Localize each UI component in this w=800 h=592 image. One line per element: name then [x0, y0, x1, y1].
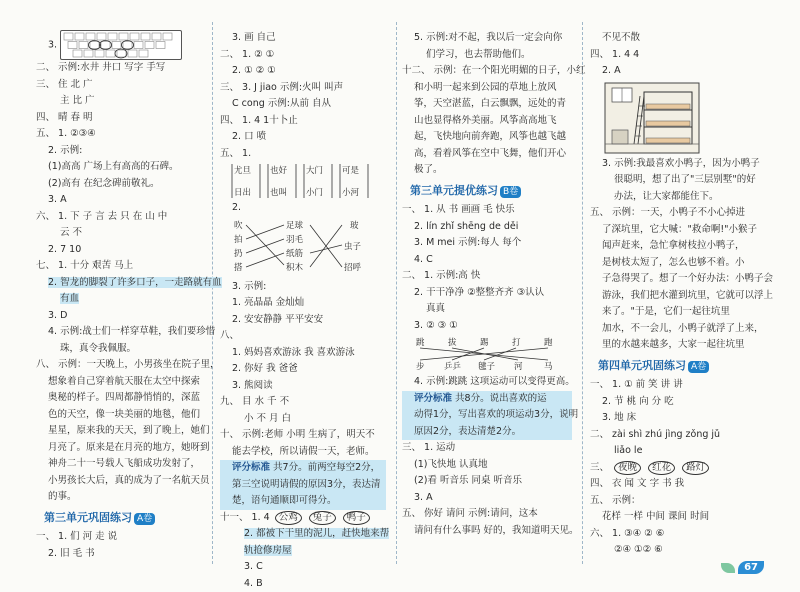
answer-line: 是树枝太短了，怎么也够不着。小: [590, 255, 770, 272]
match-word: 尤旦: [234, 165, 252, 176]
answer-line: 星星，原来我的天天，到了晚上，她们: [36, 423, 204, 440]
answer-line: 和小明一起来到公园的草地上放风: [402, 80, 572, 97]
answer-line: 筝，天空湛蓝，白云飘飘，远处的青: [402, 96, 572, 113]
answer-line: 很聪明，想了出了"三层别墅"的好: [590, 172, 770, 189]
answer-line: (2)高有 在纪念碑前敬礼。: [36, 176, 204, 193]
answer-line: 神舟二十一号载人飞船成功发射了，: [36, 456, 204, 473]
answer-line: 高，看着风筝在空中飞舞，他们开心: [402, 146, 572, 163]
answer-line: (1)高高 广场上有高高的石碑。: [36, 159, 204, 176]
answer-line: 四、 晴 春 明: [36, 110, 204, 127]
scoring-criteria-label: 评分标准: [414, 393, 452, 404]
section-heading: [36, 506, 204, 530]
answer-line: 2. 你好 我 爸爸: [220, 361, 386, 378]
answer-line: 八、 示例：一天晚上，小男孩坐在院子里，: [36, 357, 204, 374]
highlighted-answer: 2. 都被下干里的泥儿，赶快地来帮: [244, 528, 389, 539]
answer-line: 闻声赶来，急忙拿树枝拉小鸭子，: [590, 238, 770, 255]
answer-line: 2. 安安静静 平平安安: [220, 312, 386, 329]
match-word: 乒乒: [444, 361, 462, 372]
match-word: 吹: [234, 220, 243, 231]
answer-line: 山也显得格外美丽。风筝高高地飞: [402, 113, 572, 130]
answer-line: 五、 示例：: [590, 493, 770, 510]
match-word: 积木: [286, 262, 304, 273]
answer-line: 月亮了。原来是在月亮的地方，她呀到: [36, 440, 204, 457]
answer-line: 3. D: [36, 308, 204, 325]
answer-line: 4. C: [402, 252, 572, 269]
match-word: 拍: [234, 234, 243, 245]
answer-line: 的事。: [36, 489, 204, 506]
answer-line: [36, 275, 204, 292]
scoring-criteria: 动得1分，写出喜欢的项运动3分，说明: [402, 407, 572, 424]
match-word: 玻: [350, 220, 359, 231]
column-divider: [396, 22, 397, 564]
match-word: 搭: [234, 262, 243, 273]
answer-line: 2. 口 喷: [220, 129, 386, 146]
answer-line: 1. 妈妈喜欢游泳 我 喜欢游泳: [220, 345, 386, 362]
answer-line: [36, 291, 204, 308]
match-word: 踢: [480, 338, 489, 348]
match-word: 小河: [342, 187, 360, 198]
answer-line: 能去学校，所以请假一天，老师。: [220, 444, 386, 461]
column-divider: [582, 22, 583, 564]
answer-line: 3. ② ③ ①: [402, 318, 572, 335]
answer-line: 3. A: [36, 192, 204, 209]
answer-line: 六、 1. ③④ ② ⑥: [590, 526, 770, 543]
match-word: 虫子: [344, 241, 362, 252]
scoring-criteria: [402, 391, 572, 408]
answer-line: 2. ① ② ①: [220, 63, 386, 80]
scoring-criteria: 第三空说明请假的原因3分，表达清: [220, 477, 386, 494]
answer-line: 七、 1. 十分 艰苦 马上: [36, 258, 204, 275]
answer-line: 五、 你好 请问 示例:请问，这本: [402, 506, 572, 523]
match-word: 羽毛: [286, 235, 304, 245]
answer-line: 三、 1. 运动: [402, 440, 572, 457]
section-heading-text: 第三单元提优练习: [410, 183, 498, 200]
answer-line: 一、 1. ① 前 笑 讲 讲: [590, 377, 770, 394]
answer-line: 六、 1. 下 子 言 去 只 在 山 中: [36, 209, 204, 226]
answer-line: 三、 3. J jiao 示例:火叫 叫声: [220, 80, 386, 97]
answer-line: [220, 526, 386, 543]
match-word: 步: [416, 361, 425, 372]
scoring-criteria: [220, 460, 386, 477]
answer-line: 五、 1. ②③④: [36, 126, 204, 143]
answer-line: 二、 示例:水井 井口 写字 手写: [36, 60, 204, 77]
match-word: 也好: [270, 165, 288, 176]
answer-line: [220, 543, 386, 560]
match-word: 纸筋: [286, 248, 304, 259]
answer-line: 3. 示例:我最喜欢小鸭子，因为小鸭子: [590, 156, 770, 173]
answer-line: 3. 示例:: [220, 279, 386, 296]
answer-line: 2. 示例:: [36, 143, 204, 160]
circled-word: 夜晚: [614, 461, 641, 475]
scoring-criteria-text: 共7分。前两空每空2分，: [270, 462, 380, 473]
circled-word: 路灯: [682, 461, 709, 475]
answer-line: 九、 目 水 千 不: [220, 394, 386, 411]
match-word: 马: [544, 361, 553, 372]
answer-line: 子急得哭了。想了一个好办法：小鸭子会: [590, 271, 770, 288]
answer-line: 二、 1. ② ①: [220, 47, 386, 64]
highlighted-answer: 轨抢修房屋: [244, 545, 292, 556]
answer-line: 2. lín zhǐ shēng de děi: [402, 219, 572, 236]
match-word: 河: [514, 362, 523, 372]
highlighted-answer: 有血: [60, 293, 79, 304]
match-word: 也叫: [270, 187, 287, 198]
word-matching-diagram: [232, 164, 372, 198]
section-heading-text: 第四单元巩固练习: [598, 358, 686, 375]
sport-matching-diagram: [414, 336, 564, 372]
match-word: 跑: [544, 338, 553, 348]
scoring-criteria-label: 评分标准: [232, 462, 270, 473]
answer-line: 来了。"于是，它们一起往坑里: [590, 304, 770, 321]
leaf-icon: [721, 563, 735, 573]
answer-line: 办法，让大家都能住下。: [590, 189, 770, 206]
answer-line: ②④ ①② ⑥: [590, 542, 770, 559]
answer-line: 起，飞快地向前奔跑，风筝也越飞越: [402, 129, 572, 146]
match-word: 毽子: [478, 361, 496, 372]
circled-word: 兔子: [309, 511, 336, 525]
answer-line: 游泳，我们把水灌到坑里，它就可以浮上: [590, 288, 770, 305]
match-word: 可是: [342, 166, 360, 176]
match-word: 小门: [306, 187, 323, 198]
answer-line: 了深坑里，它大喊："救命啊!"小猴子: [590, 222, 770, 239]
section-heading-text: 第三单元巩固练习: [44, 510, 132, 527]
answer-line: 3. 熊阅读: [220, 378, 386, 395]
answer-text: 十一、 1. 4: [220, 512, 270, 523]
answer-line: 主 比 广: [36, 93, 204, 110]
circled-word: 公鸡: [275, 511, 302, 525]
match-word: 扔: [234, 248, 243, 259]
answer-line: [590, 460, 770, 477]
section-heading: [590, 354, 770, 378]
answer-line: 加水，不一会儿，小鸭子就浮了上来，: [590, 321, 770, 338]
match-word: 大门: [306, 165, 323, 176]
answer-line: 里的水越来越多，大家一起往坑里: [590, 337, 770, 354]
answer-line: 4. B: [220, 576, 386, 592]
answer-line: 十二、 示例：在一个阳光明媚的日子，小红: [402, 63, 572, 80]
answer-line: (2)看 听音乐 同桌 听音乐: [402, 473, 572, 490]
answer-line: 4. 示例:跳跳 这项运动可以变得更高。: [402, 374, 572, 391]
answer-text: 三、: [590, 462, 609, 473]
answer-line: 4. 示例:战士们一样穿草鞋，我们要珍惜: [36, 324, 204, 341]
answer-line: 二、 zài shì zhú jìng zǒng jǔ: [590, 427, 770, 444]
section-heading-tag: A卷: [688, 361, 709, 373]
answer-line: 2. 7 10: [36, 242, 204, 259]
answer-line: 1. 亮晶晶 金灿灿: [220, 295, 386, 312]
answer-line: 们学习，也去帮助他们。: [402, 47, 572, 64]
answer-line: 想象着自己穿着航天服在太空中探索: [36, 374, 204, 391]
answer-line: 真真: [402, 301, 572, 318]
answer-line: 五、 1.: [220, 146, 386, 163]
answer-line: [220, 510, 386, 527]
answer-line: 3. A: [402, 490, 572, 507]
answer-line: 小男孩长大后，真的成为了一名航天员: [36, 473, 204, 490]
scoring-criteria-text: 共8分。说出喜欢的运: [452, 393, 547, 404]
answer-text: 3.: [48, 40, 57, 51]
page-number-badge: 67: [738, 561, 764, 574]
answer-line: 五、 示例：一天，小鸭子不小心掉进: [590, 205, 770, 222]
answer-line: 二、 1. 示例:高 快: [402, 268, 572, 285]
answer-line: 极了。: [402, 162, 572, 179]
answer-line: 四、 衣 闻 文 字 书 我: [590, 476, 770, 493]
answer-line: 一、 1. 们 河 走 说: [36, 529, 204, 546]
circled-word: 鸭子: [343, 511, 370, 525]
answer-line: 3. C: [220, 559, 386, 576]
match-word: 打: [512, 337, 521, 348]
section-heading-tag: B卷: [500, 186, 521, 198]
answer-column-2: [220, 30, 386, 592]
scoring-criteria: 楚，语句通顺即可得分。: [220, 493, 386, 510]
answer-line: 2. 旧 毛 书: [36, 546, 204, 563]
circled-word: 红花: [648, 461, 675, 475]
answer-line: 3. 地 床: [590, 410, 770, 427]
answer-line: 四、 1. 4 4: [590, 47, 770, 64]
bunk-house-illustration: [604, 82, 700, 154]
match-word: 跳: [416, 337, 425, 348]
match-word: 足球: [286, 220, 304, 231]
match-word: 拔: [448, 337, 457, 348]
answer-line: 色的天空，像一块美丽的地毯，他们: [36, 407, 204, 424]
section-heading: [402, 179, 572, 203]
highlighted-answer: 2. 智龙的脚裂了许多口子，一走路就有血: [48, 277, 222, 288]
answer-line: 奥秘的样子。四周都静悄悄的，深蓝: [36, 390, 204, 407]
answer-line: C cong 示例:从前 自从: [220, 96, 386, 113]
answer-line: 四、 1. 4 1十卜止: [220, 113, 386, 130]
answer-line: 一、 1. 从 书 画画 毛 快乐: [402, 202, 572, 219]
answer-column-4: [590, 30, 770, 559]
answer-line: 3. 画 自己: [220, 30, 386, 47]
answer-line: 三、 住 北 广: [36, 77, 204, 94]
answer-line: 八、: [220, 328, 386, 345]
match-word: 日出: [234, 187, 251, 198]
answer-line: (1)飞快地 认真地: [402, 457, 572, 474]
answer-line: 小 不 月 白: [220, 411, 386, 428]
answer-line: 3. M mei 示例:每人 每个: [402, 235, 572, 252]
answer-line: 十、 示例:老师 小明 生病了，明天不: [220, 427, 386, 444]
answer-line: 请问有什么事吗 好的，我知道明天见。: [402, 523, 572, 540]
column-divider: [212, 22, 213, 564]
answer-column-3: [402, 30, 572, 539]
answer-column-1: [36, 30, 204, 562]
scoring-criteria: 原因2分，表达清楚2分。: [402, 424, 572, 441]
answer-line: 花样 一样 中间 课间 时间: [590, 509, 770, 526]
answer-line: liǎo le: [590, 443, 770, 460]
answer-line: 2.: [220, 200, 386, 217]
page-number: [721, 561, 764, 574]
answer-line: 2. 干干净净 ②整整齐齐 ③认认: [402, 285, 572, 302]
answer-line: 不见不散: [590, 30, 770, 47]
section-heading-tag: A卷: [134, 513, 155, 525]
keyboard-illustration: [60, 30, 182, 60]
answer-line: 5. 示例:对不起，我以后一定会向你: [402, 30, 572, 47]
verb-noun-matching-diagram: [232, 219, 378, 277]
match-word: 招呼: [344, 262, 362, 273]
answer-line: 云 不: [36, 225, 204, 242]
answer-line: [36, 30, 204, 60]
answer-line: 2. A: [590, 63, 770, 80]
answer-line: 珠，真令我佩服。: [36, 341, 204, 358]
answer-line: 2. 节 桃 向 分 吃: [590, 394, 770, 411]
